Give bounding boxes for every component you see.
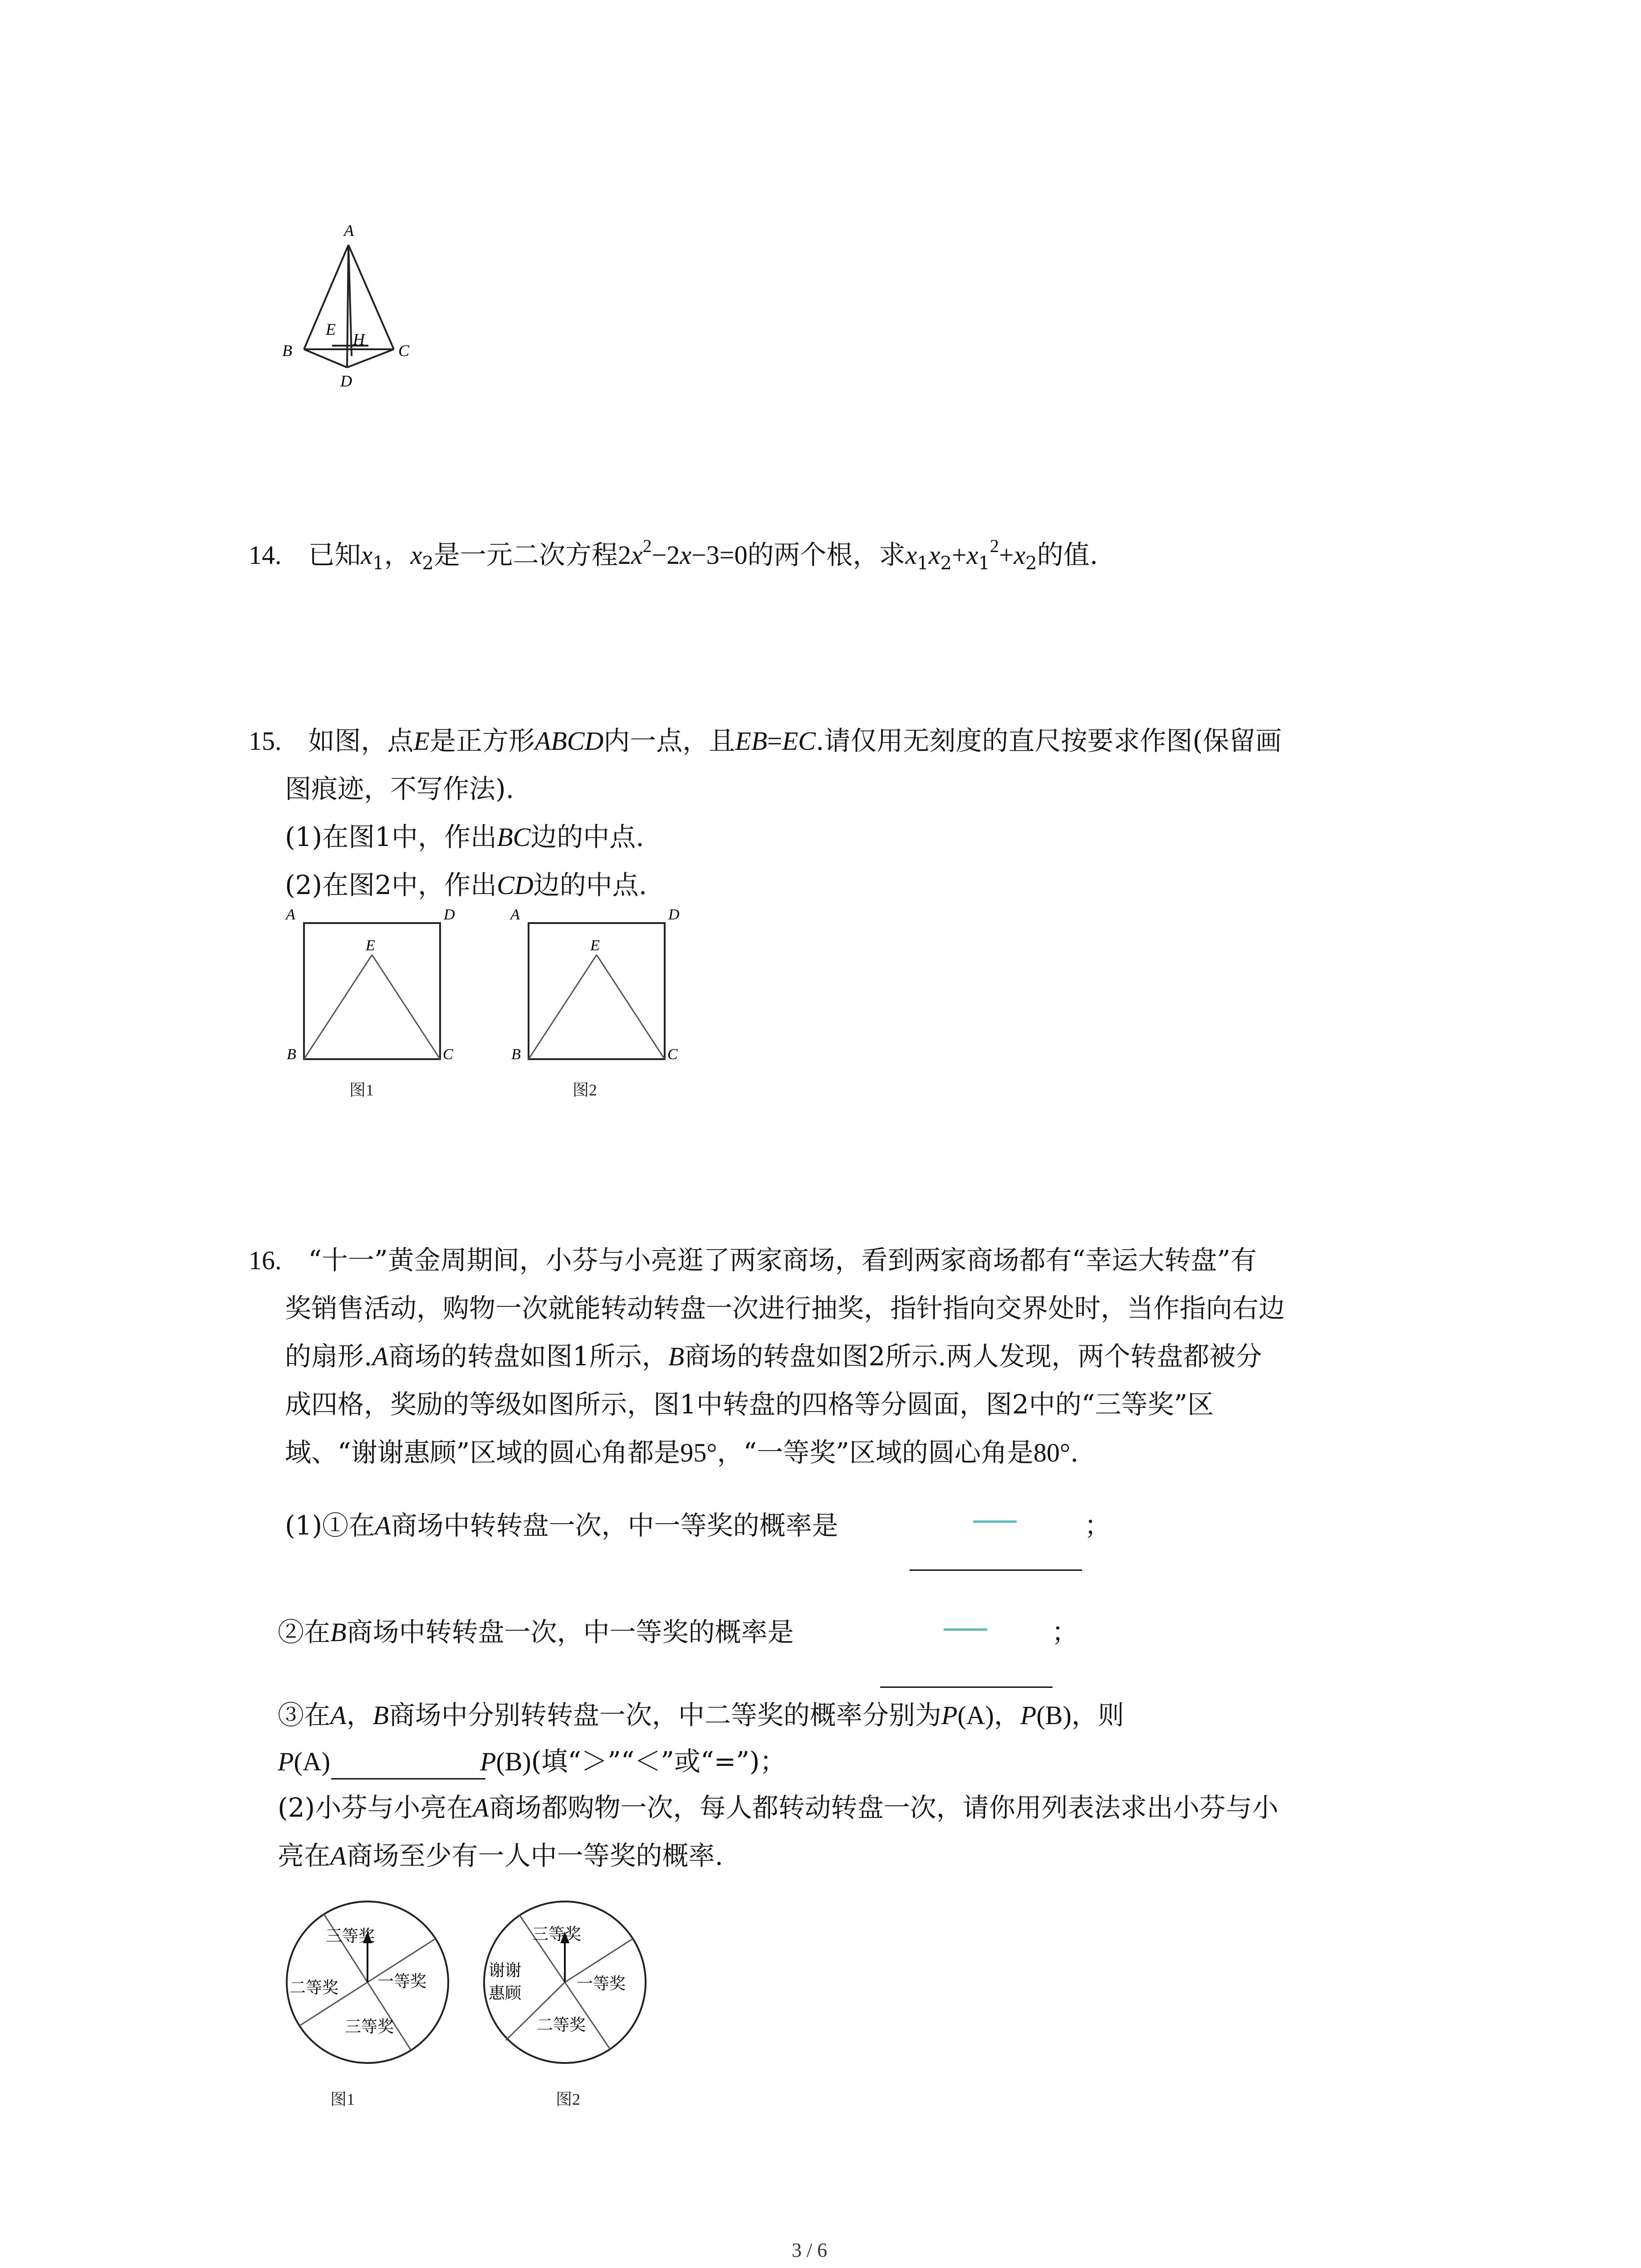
question-16-part-2: (2)小芬与小亮在A商场都购物一次，每人都转动转盘一次，请你用列表法求出小芬与小 xyxy=(278,1792,1279,1823)
wheel-figure-2 xyxy=(479,1896,651,2068)
figure-2-caption: 图2 xyxy=(573,1081,598,1099)
svg-text:C: C xyxy=(443,1046,453,1063)
fraction-bar-answer-2 xyxy=(944,1628,987,1631)
svg-text:B: B xyxy=(511,1046,521,1063)
sector-first-prize: 一等奖 xyxy=(377,1972,427,1990)
sector-thanks: 谢谢 xyxy=(489,1961,522,1980)
semicolon-2: ； xyxy=(1052,1617,1078,1647)
sector-thanks: 惠顾 xyxy=(489,1984,522,2002)
question-16-part-2-line-2: 亮在A商场至少有一人中一等奖的概率. xyxy=(278,1840,723,1871)
question-16-line-4: 成四格，奖励的等级如图所示，图1中转盘的四格等分圆面，图2中的“三等奖”区 xyxy=(285,1389,1214,1420)
answer-blank-compare[interactable] xyxy=(331,1778,485,1779)
figure-1-caption: 图1 xyxy=(349,1081,374,1099)
question-16-line-1: 16. “十一”黄金周期间，小芬与小亮逛了两家商场，看到两家商场都有“幸运大转盘”有 xyxy=(249,1245,1257,1276)
vertex-label: E xyxy=(326,320,336,338)
question-16-line-5: 域、“谢谢惠顾”区域的圆心角都是95°，“一等奖”区域的圆心角是80°. xyxy=(285,1437,1079,1468)
question-16-line-3: 的扇形.A商场的转盘如图1所示，B商场的转盘如图2所示.两人发现，两个转盘都被分 xyxy=(285,1341,1262,1372)
svg-text:A: A xyxy=(510,906,520,923)
svg-text:A: A xyxy=(286,906,295,923)
sector-second-prize: 二等奖 xyxy=(289,1979,339,1997)
svg-text:C: C xyxy=(667,1046,678,1063)
fraction-bar-answer-1 xyxy=(973,1520,1017,1523)
vertex-label: D xyxy=(340,372,352,390)
question-16-line-2: 奖销售活动，购物一次就能转动转盘一次进行抽奖，指针指向交界处时，当作指向右边 xyxy=(285,1293,1285,1324)
svg-text:D: D xyxy=(444,906,455,923)
question-16-part-1-3: ③在A，B商场中分别转转盘一次，中二等奖的概率分别为P(A)，P(B)，则 xyxy=(278,1700,1124,1730)
question-15-line-2: 图痕迹，不写作法). xyxy=(285,773,514,804)
sector-second-prize: 二等奖 xyxy=(537,2016,586,2034)
semicolon-1: ； xyxy=(1084,1510,1111,1541)
wheel-figure-1 xyxy=(281,1896,454,2068)
question-14: 14. 已知$x_1$，$x_2$是一元二次方程$2x^2-2x-3=0$的两个根，求$x_1x_2+x_1^2+x_2$的值. xyxy=(249,536,1098,574)
wheel-2-caption: 图2 xyxy=(556,2090,581,2108)
svg-text:B: B xyxy=(287,1046,296,1063)
question-15-line-1: 15. 如图，点E是正方形ABCD内一点，且EB=EC.请仅用无刻度的直尺按要求作图(保留画 xyxy=(249,725,1282,756)
question-15-part-1: (1)在图1中，作出BC边的中点. xyxy=(285,821,644,852)
question-15-part-2: (2)在图2中，作出CD边的中点. xyxy=(285,870,647,900)
svg-text:E: E xyxy=(366,937,375,954)
vertex-label: A xyxy=(344,221,354,240)
question-16-part-1-1: (1)①在A商场中转转盘一次，中一等奖的概率是 xyxy=(285,1510,838,1541)
svg-text:D: D xyxy=(668,906,680,923)
answer-blank-2[interactable] xyxy=(880,1686,1053,1688)
question-16-compare: P(A) P(B)(填“＞”“＜”或“=”)； xyxy=(278,1746,786,1777)
answer-blank-1[interactable] xyxy=(910,1569,1082,1571)
wheel-1-caption: 图1 xyxy=(330,2090,355,2108)
question-16-part-1-2: ②在B商场中转转盘一次，中一等奖的概率是 xyxy=(278,1617,794,1647)
sector-third-prize: 三等奖 xyxy=(532,1925,582,1943)
page-number: 3 / 6 xyxy=(792,2239,828,2261)
vertex-label: C xyxy=(398,342,410,360)
sector-first-prize: 一等奖 xyxy=(577,1975,626,1993)
vertex-label: H xyxy=(353,330,365,348)
tetrahedron-figure xyxy=(272,218,422,390)
sector-third-prize: 三等奖 xyxy=(345,2018,394,2036)
svg-text:E: E xyxy=(590,937,600,954)
vertex-label: B xyxy=(282,342,292,360)
sector-third-prize: 三等奖 xyxy=(326,1927,375,1945)
